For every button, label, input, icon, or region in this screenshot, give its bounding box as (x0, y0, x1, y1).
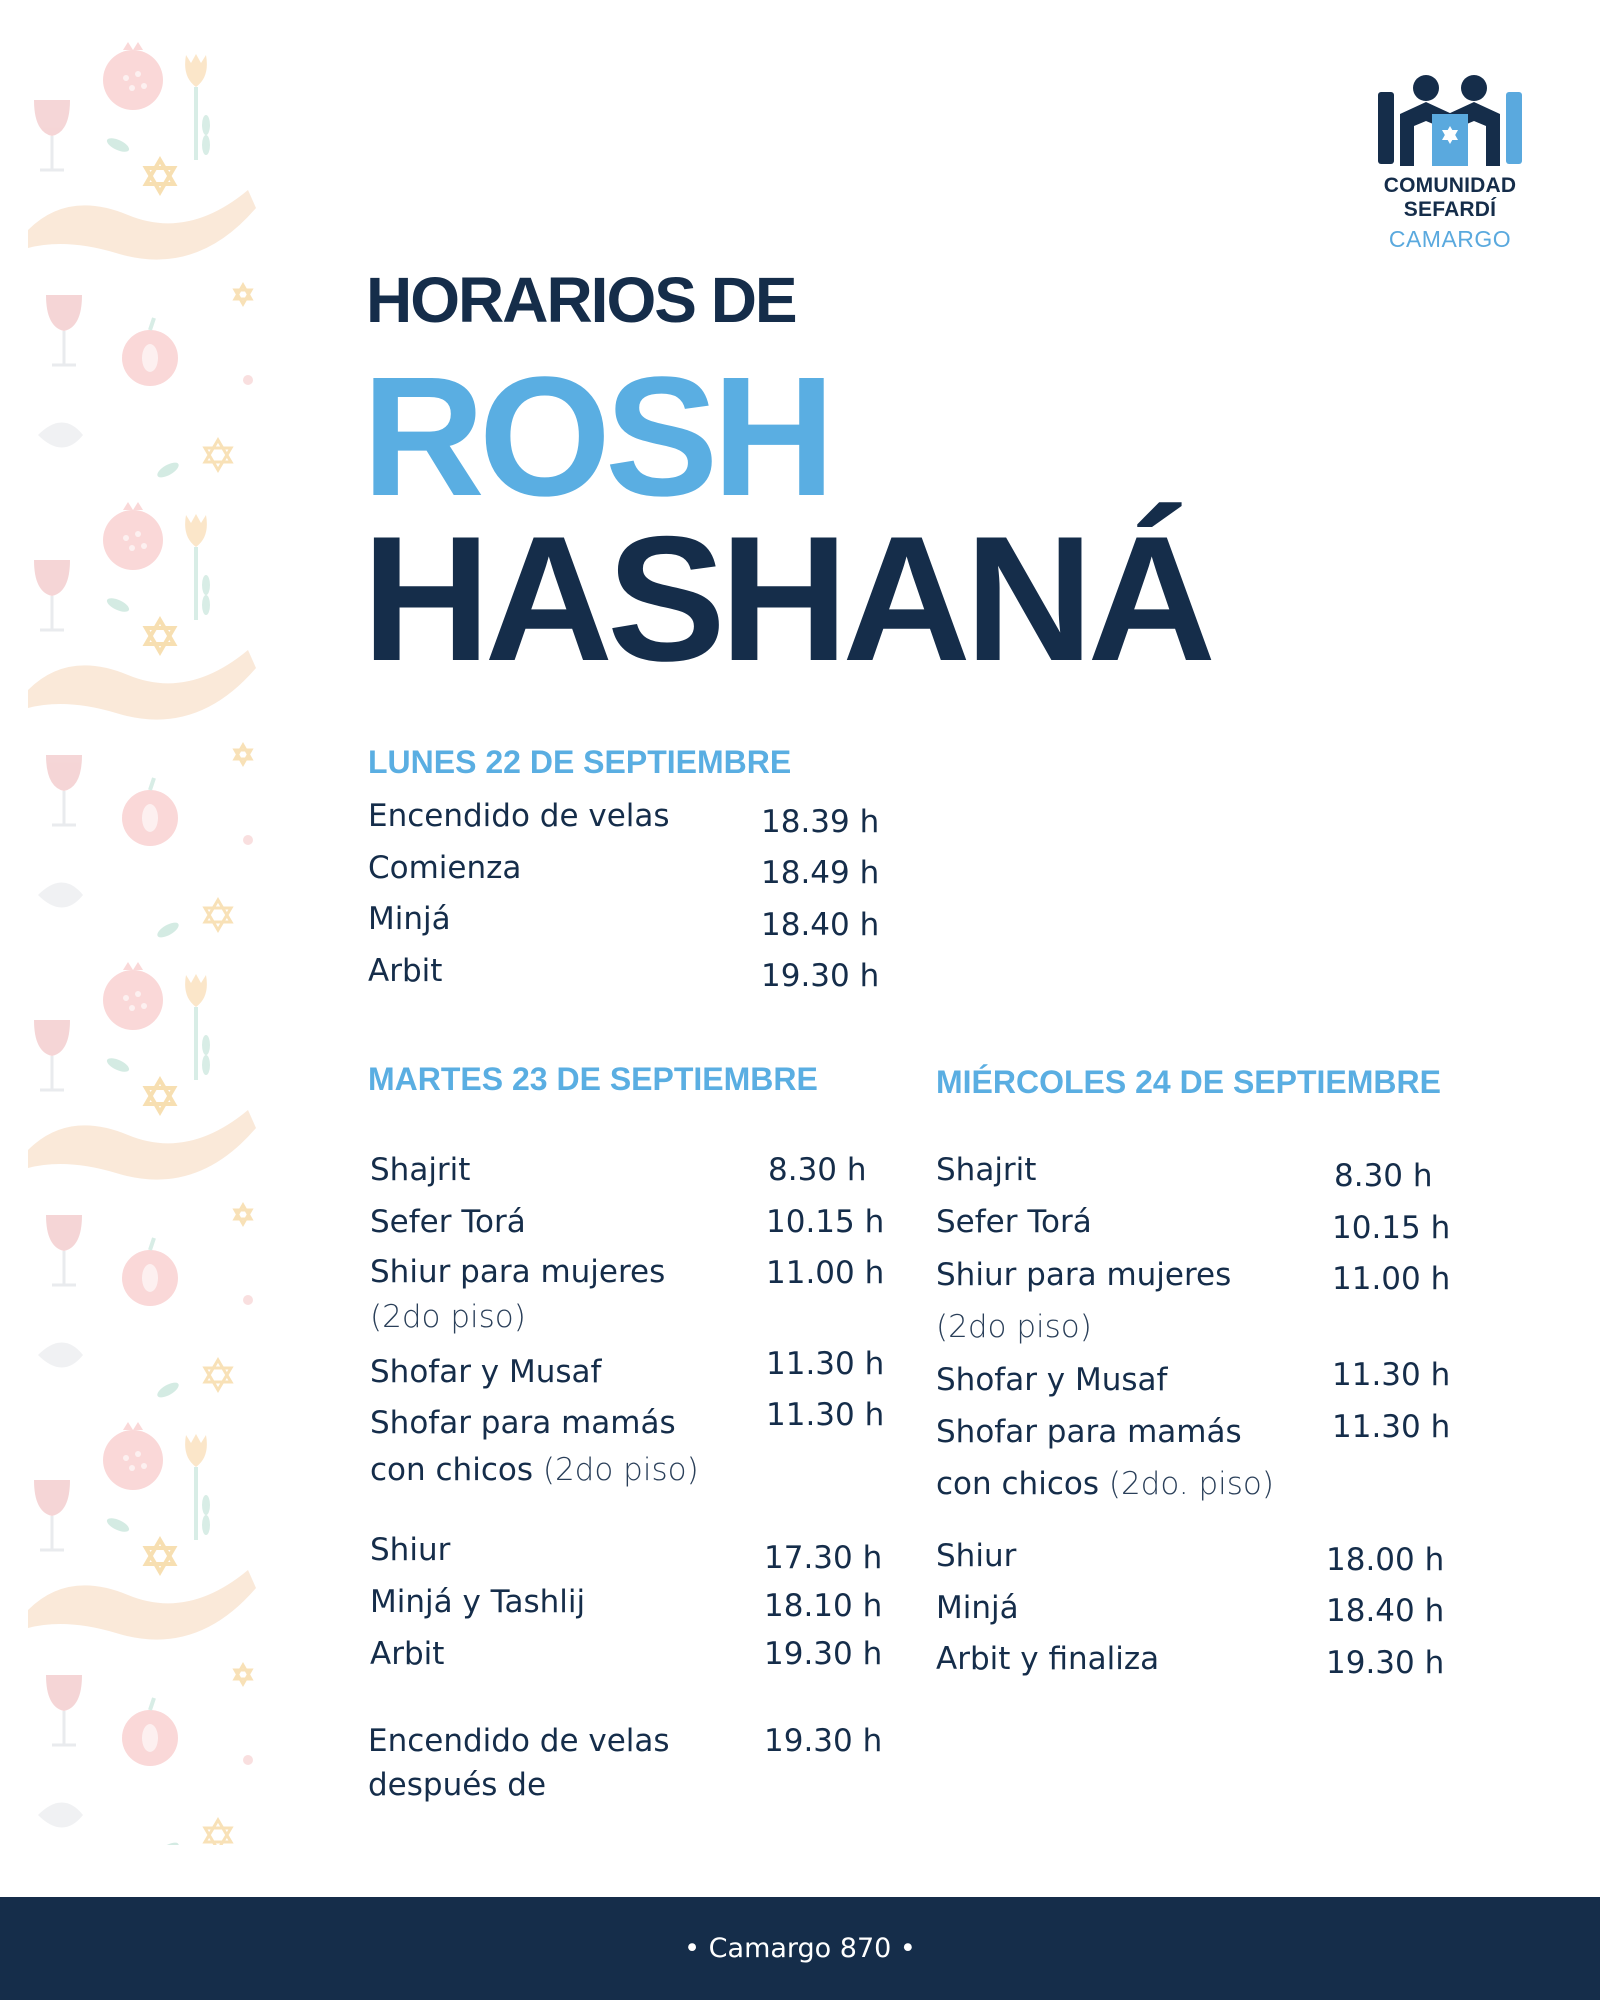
schedule-item-label: Encendido de velas (368, 798, 670, 834)
schedule-item-label: Sefer Torá (936, 1204, 1092, 1240)
schedule-item-label: Shiur para mujeres (370, 1254, 666, 1290)
schedule-item-label-cont (936, 1466, 1274, 1502)
title-line-3: HASHANÁ (362, 499, 1210, 698)
schedule-item-label-2: después de (368, 1767, 547, 1803)
tuesday-heading: MARTES 23 DE SEPTIEMBRE (368, 1061, 818, 1097)
schedule-item-label: Minjá (936, 1590, 1019, 1626)
schedule-item-time: 18.49 h (761, 855, 880, 891)
schedule-item-note: (2do piso) (370, 1299, 526, 1335)
schedule-item-time: 11.30 h (766, 1346, 885, 1382)
schedule-item-label: Shiur (936, 1538, 1017, 1574)
schedule-item-time: 10.15 h (766, 1204, 885, 1240)
schedule-item-label: Arbit (370, 1636, 445, 1672)
schedule-item-label: Arbit y finaliza (936, 1641, 1160, 1677)
schedule-item-label: Sefer Torá (370, 1204, 526, 1240)
schedule-item-label: Minjá y Tashlij (370, 1584, 586, 1620)
schedule-item-note: (2do. piso) (1108, 1466, 1274, 1502)
schedule-item-time: 19.30 h (764, 1723, 883, 1759)
schedule-item-time: 19.30 h (761, 958, 880, 994)
schedule-item-time: 19.30 h (1326, 1645, 1445, 1681)
schedule-item-time: 11.30 h (1332, 1409, 1451, 1445)
wednesday-heading: MIÉRCOLES 24 DE SEPTIEMBRE (936, 1064, 1441, 1100)
schedule-item-time: 18.10 h (764, 1588, 883, 1624)
footer-bar (0, 1897, 1600, 2000)
monday-section (368, 744, 791, 781)
schedule-item-label: Shofar para mamás (370, 1405, 676, 1441)
tuesday-section (368, 1061, 818, 1098)
decorative-pattern (28, 40, 268, 1845)
logo-name: COMUNIDAD SEFARDÍ (1383, 174, 1517, 221)
schedule-item-sub (370, 1299, 526, 1335)
schedule-item-time: 18.40 h (761, 907, 880, 943)
schedule-item-label-cont (370, 1452, 699, 1488)
schedule-item-time: 18.40 h (1326, 1593, 1445, 1629)
schedule-item-time: 8.30 h (1334, 1158, 1433, 1194)
schedule-item-time: 11.00 h (1332, 1261, 1451, 1297)
schedule-item-label: Shiur (370, 1532, 451, 1568)
schedule-item-label: Shajrit (936, 1152, 1037, 1188)
schedule-item-time: 11.30 h (766, 1397, 885, 1433)
schedule-item-label: Shofar para mamás (936, 1414, 1242, 1450)
title-line-2: ROSH (362, 342, 830, 532)
community-logo (1350, 74, 1550, 253)
logo-location: CAMARGO (1388, 226, 1512, 252)
footer-address: • Camargo 870 • (684, 1933, 916, 1964)
schedule-item-time: 17.30 h (764, 1540, 883, 1576)
schedule-item-time: 19.30 h (764, 1636, 883, 1672)
schedule-item-sub (936, 1309, 1092, 1345)
monday-heading: LUNES 22 DE SEPTIEMBRE (368, 744, 792, 780)
schedule-item-time: 18.39 h (761, 804, 880, 840)
schedule-item-label: Shiur para mujeres (936, 1257, 1232, 1293)
schedule-item-label-2: con chicos (936, 1466, 1099, 1502)
schedule-item-time: 11.30 h (1332, 1357, 1451, 1393)
schedule-item-note: (2do piso) (936, 1309, 1092, 1345)
schedule-item-time: 10.15 h (1332, 1210, 1451, 1246)
wednesday-section (936, 1064, 1441, 1101)
schedule-item-label: Shofar y Musaf (370, 1354, 602, 1390)
schedule-item-label-2: con chicos (370, 1452, 533, 1488)
schedule-item-label: Shajrit (370, 1152, 471, 1188)
schedule-item-label: Minjá (368, 901, 451, 937)
schedule-item-label: Shofar y Musaf (936, 1362, 1168, 1398)
community-emblem-icon (1370, 74, 1530, 166)
schedule-item-time: 8.30 h (768, 1152, 867, 1188)
schedule-item-label: Comienza (368, 850, 522, 886)
schedule-item-time: 11.00 h (766, 1255, 885, 1291)
schedule-item-label: Arbit (368, 953, 443, 989)
schedule-item-label: Encendido de velas (368, 1723, 670, 1759)
schedule-item-note: (2do piso) (542, 1452, 699, 1488)
schedule-item-time: 18.00 h (1326, 1542, 1445, 1578)
title-line-1: HORARIOS DE (366, 264, 796, 336)
